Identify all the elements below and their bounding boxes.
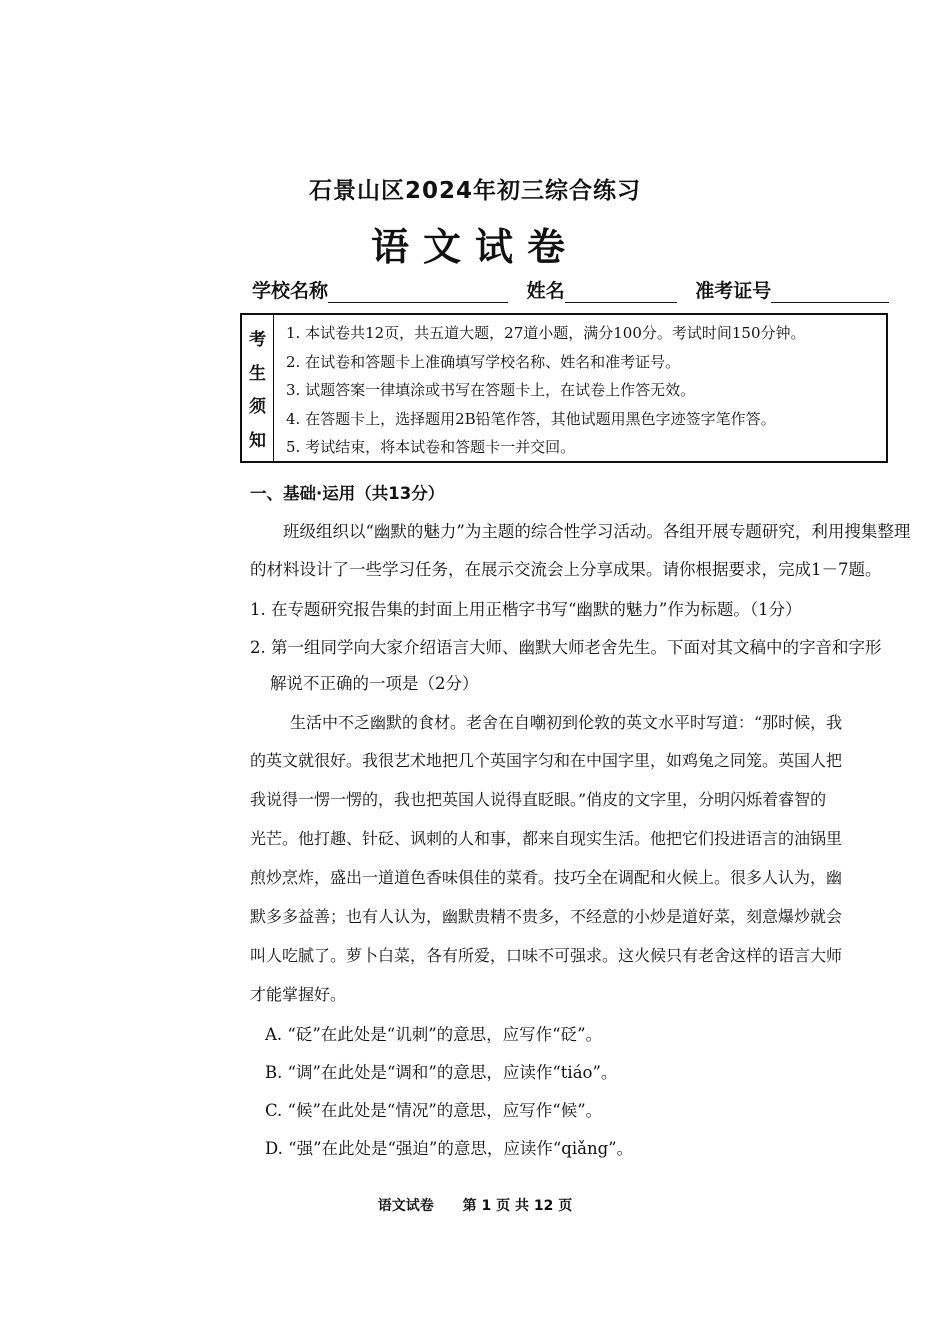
exam-id-label: 准考证号 [695,280,772,302]
school-blank [328,282,508,303]
passage-line: 叫人吃腻了。萝卜白菜，各有所爱，口味不可强求。这火候只有老舍这样的语言大师 [250,946,843,965]
passage-line: 我说得一愣一愣的，我也把英国人说得直眨眼。”俏皮的文字里，分明闪烁着睿智的 [250,790,827,809]
passage-line: 煎炒烹炸，盛出一道道色香味俱佳的菜肴。技巧全在调配和火候上。很多人认为，幽 [250,868,843,887]
passage-line: 生活中不乏幽默的食材。老舍在自嘲初到伦敦的英文水平时写道：“那时候，我 [290,713,843,732]
notice-label-char: 考 [249,330,266,351]
intro-line: 班级组织以“幽默的魅力”为主题的综合性学习活动。各组开展专题研究，利用搜集整理 [283,522,911,541]
notice-label-char: 生 [249,363,266,384]
candidate-notice-box [240,313,888,463]
notice-item: 3. 试题答案一律填涂或书写在答题卡上，在试卷上作答无效。 [286,381,696,399]
notice-item: 5. 考试结束，将本试卷和答题卡一并交回。 [286,438,576,456]
passage-line: 默多多益善；也有人认为，幽默贵精不贵多，不经意的小炒是道好菜，刻意爆炒就会 [250,907,843,926]
option-c: C. “候”在此处是“情况”的意思，应写作“候”。 [265,1101,603,1120]
passage-line: 才能掌握好。 [250,985,347,1004]
notice-item: 1. 本试卷共12页，共五道大题，27道小题，满分100分。考试时间150分钟。 [286,324,806,342]
subject-title: 语文试卷 [370,225,579,269]
notice-item: 4. 在答题卡上，选择题用2B铅笔作答，其他试题用黑色字迹签字笔作答。 [286,409,776,428]
student-info-row [252,276,892,306]
passage-line: 的英文就很好。我很艺术地把几个英国字匀和在中国字里，如鸡兔之同笼。英国人把 [250,751,843,770]
option-b: B. “调”在此处是“调和”的意思，应读作“tiáo”。 [265,1063,618,1082]
exam-title: 石景山区2024年初三综合练习 [308,178,641,204]
school-label: 学校名称 [252,280,329,302]
footer-subject: 语文试卷 [377,1198,434,1214]
page-footer [0,1195,950,1215]
exam-id-blank [771,282,889,303]
question-1: 1. 在专题研究报告集的封面上用正楷字书写“幽默的魅力”作为标题。（1分） [250,600,802,619]
notice-label [242,315,274,461]
name-label: 姓名 [526,280,565,302]
passage-line: 光芒。他打趣、针砭、讽刺的人和事，都来自现实生活。他把它们投进语言的油锅里 [250,829,843,848]
question-2-cont: 解说不正确的一项是（2分） [270,674,479,693]
notice-label-char: 知 [249,430,266,451]
footer-page-number: 第 1 页 共 12 页 [462,1198,573,1214]
notice-label-char: 须 [249,397,266,418]
name-blank [565,282,677,303]
notice-items [286,319,880,462]
intro-line: 的材料设计了一些学习任务，在展示交流会上分享成果。请你根据要求，完成1－7题。 [250,560,882,579]
option-a: A. “砭”在此处是“讥刺”的意思，应写作“砭”。 [265,1025,603,1044]
section-heading: 一、基础·运用（共13分） [250,484,445,503]
question-2: 2. 第一组同学向大家介绍语言大师、幽默大师老舍先生。下面对其文稿中的字音和字形 [250,638,882,657]
option-d: D. “强”在此处是“强迫”的意思，应读作“qiǎng”。 [265,1139,634,1158]
notice-item: 2. 在试卷和答题卡上准确填写学校名称、姓名和准考证号。 [286,352,681,371]
